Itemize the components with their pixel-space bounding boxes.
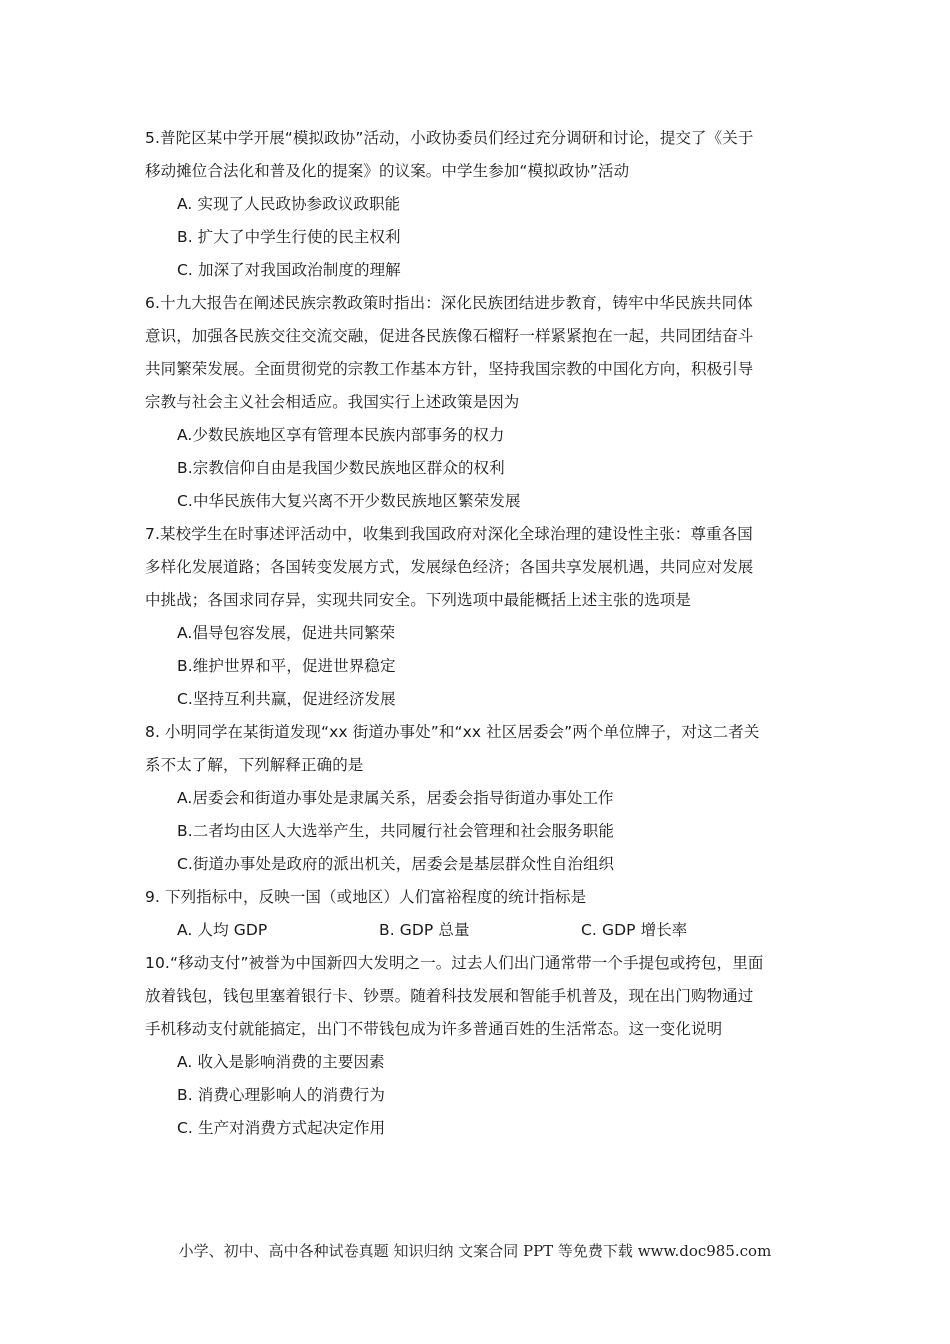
question-9-options bbox=[145, 914, 810, 947]
question-5-option-c: C. 加深了对我国政治制度的理解 bbox=[177, 261, 401, 279]
question-7-stem-line-1: 7.某校学生在时事述评活动中，收集到我国政府对深化全球治理的建设性主张：尊重各国 bbox=[145, 525, 753, 543]
question-5-option-a: A. 实现了人民政协参政议政职能 bbox=[177, 195, 401, 213]
question-7 bbox=[145, 518, 810, 716]
question-9-option-c: C. GDP 增长率 bbox=[581, 921, 688, 939]
question-6-stem-line-2: 意识，加强各民族交往交流交融，促进各民族像石榴籽一样紧紧抱在一起，共同团结奋斗 bbox=[145, 327, 754, 345]
question-8-stem-line-1: 8. 小明同学在某街道发现“xx 街道办事处”和“xx 社区居委会”两个单位牌子，对这二者关 bbox=[145, 723, 760, 741]
question-10-stem-line-1: 10.“移动支付”被誉为中国新四大发明之一。过去人们出门通常带一个手提包或挎包，里面 bbox=[145, 954, 764, 972]
question-6-stem-line-1: 6.十九大报告在阐述民族宗教政策时指出：深化民族团结进步教育，铸牢中华民族共同体 bbox=[145, 294, 753, 312]
question-7-option-c: C.坚持互利共赢，促进经济发展 bbox=[177, 690, 396, 708]
question-10-option-a: A. 收入是影响消费的主要因素 bbox=[177, 1053, 385, 1071]
question-10-option-b: B. 消费心理影响人的消费行为 bbox=[177, 1086, 385, 1104]
question-8 bbox=[145, 716, 810, 881]
question-7-option-a: A.倡导包容发展，促进共同繁荣 bbox=[177, 624, 396, 642]
question-6-stem-line-4: 宗教与社会主义社会相适应。我国实行上述政策是因为 bbox=[145, 393, 520, 411]
question-8-option-c: C.街道办事处是政府的派出机关，居委会是基层群众性自治组织 bbox=[177, 855, 615, 873]
question-8-stem-line-2: 系不太了解，下列解释正确的是 bbox=[145, 756, 364, 774]
question-5-stem-line-1: 5.普陀区某中学开展“模拟政协”活动，小政协委员们经过充分调研和讨论，提交了《关于 bbox=[145, 129, 754, 147]
question-6-option-a: A.少数民族地区享有管理本民族内部事务的权力 bbox=[177, 426, 505, 444]
question-7-stem-line-2: 多样化发展道路；各国转变发展方式，发展绿色经济；各国共享发展机遇，共同应对发展 bbox=[145, 558, 754, 576]
question-7-option-b: B.维护世界和平，促进世界稳定 bbox=[177, 657, 396, 675]
question-6-stem-line-3: 共同繁荣发展。全面贯彻党的宗教工作基本方针，坚持我国宗教的中国化方向，积极引导 bbox=[145, 360, 754, 378]
question-5 bbox=[145, 122, 810, 287]
question-9 bbox=[145, 881, 810, 947]
question-9-stem-line-1: 9. 下列指标中，反映一国（或地区）人们富裕程度的统计指标是 bbox=[145, 888, 587, 906]
question-7-stem-line-3: 中挑战；各国求同存异，实现共同安全。下列选项中最能概括上述主张的选项是 bbox=[145, 591, 692, 609]
question-6-option-c: C.中华民族伟大复兴离不开少数民族地区繁荣发展 bbox=[177, 492, 521, 510]
question-8-option-a: A.居委会和街道办事处是隶属关系，居委会指导街道办事处工作 bbox=[177, 789, 614, 807]
question-8-option-b: B.二者均由区人大选举产生，共同履行社会管理和社会服务职能 bbox=[177, 822, 614, 840]
question-9-option-b: B. GDP 总量 bbox=[379, 921, 470, 939]
question-list bbox=[145, 122, 810, 1145]
question-6-option-b: B.宗教信仰自由是我国少数民族地区群众的权利 bbox=[177, 459, 505, 477]
question-10-stem-line-2: 放着钱包，钱包里塞着银行卡、钞票。随着科技发展和智能手机普及，现在出门购物通过 bbox=[145, 987, 754, 1005]
page-footer: 小学、初中、高中各种试卷真题 知识归纳 文案合同 PPT 等免费下载 www.doc985.com bbox=[178, 1242, 772, 1260]
question-6 bbox=[145, 287, 810, 518]
question-10-stem-line-3: 手机移动支付就能搞定，出门不带钱包成为许多普通百姓的生活常态。这一变化说明 bbox=[145, 1020, 723, 1038]
question-5-option-b: B. 扩大了中学生行使的民主权利 bbox=[177, 228, 401, 246]
question-10-option-c: C. 生产对消费方式起决定作用 bbox=[177, 1119, 386, 1137]
question-5-stem-line-2: 移动摊位合法化和普及化的提案》的议案。中学生参加“模拟政协”活动 bbox=[145, 162, 630, 180]
question-9-option-a: A. 人均 GDP bbox=[177, 921, 268, 939]
question-10 bbox=[145, 947, 810, 1145]
